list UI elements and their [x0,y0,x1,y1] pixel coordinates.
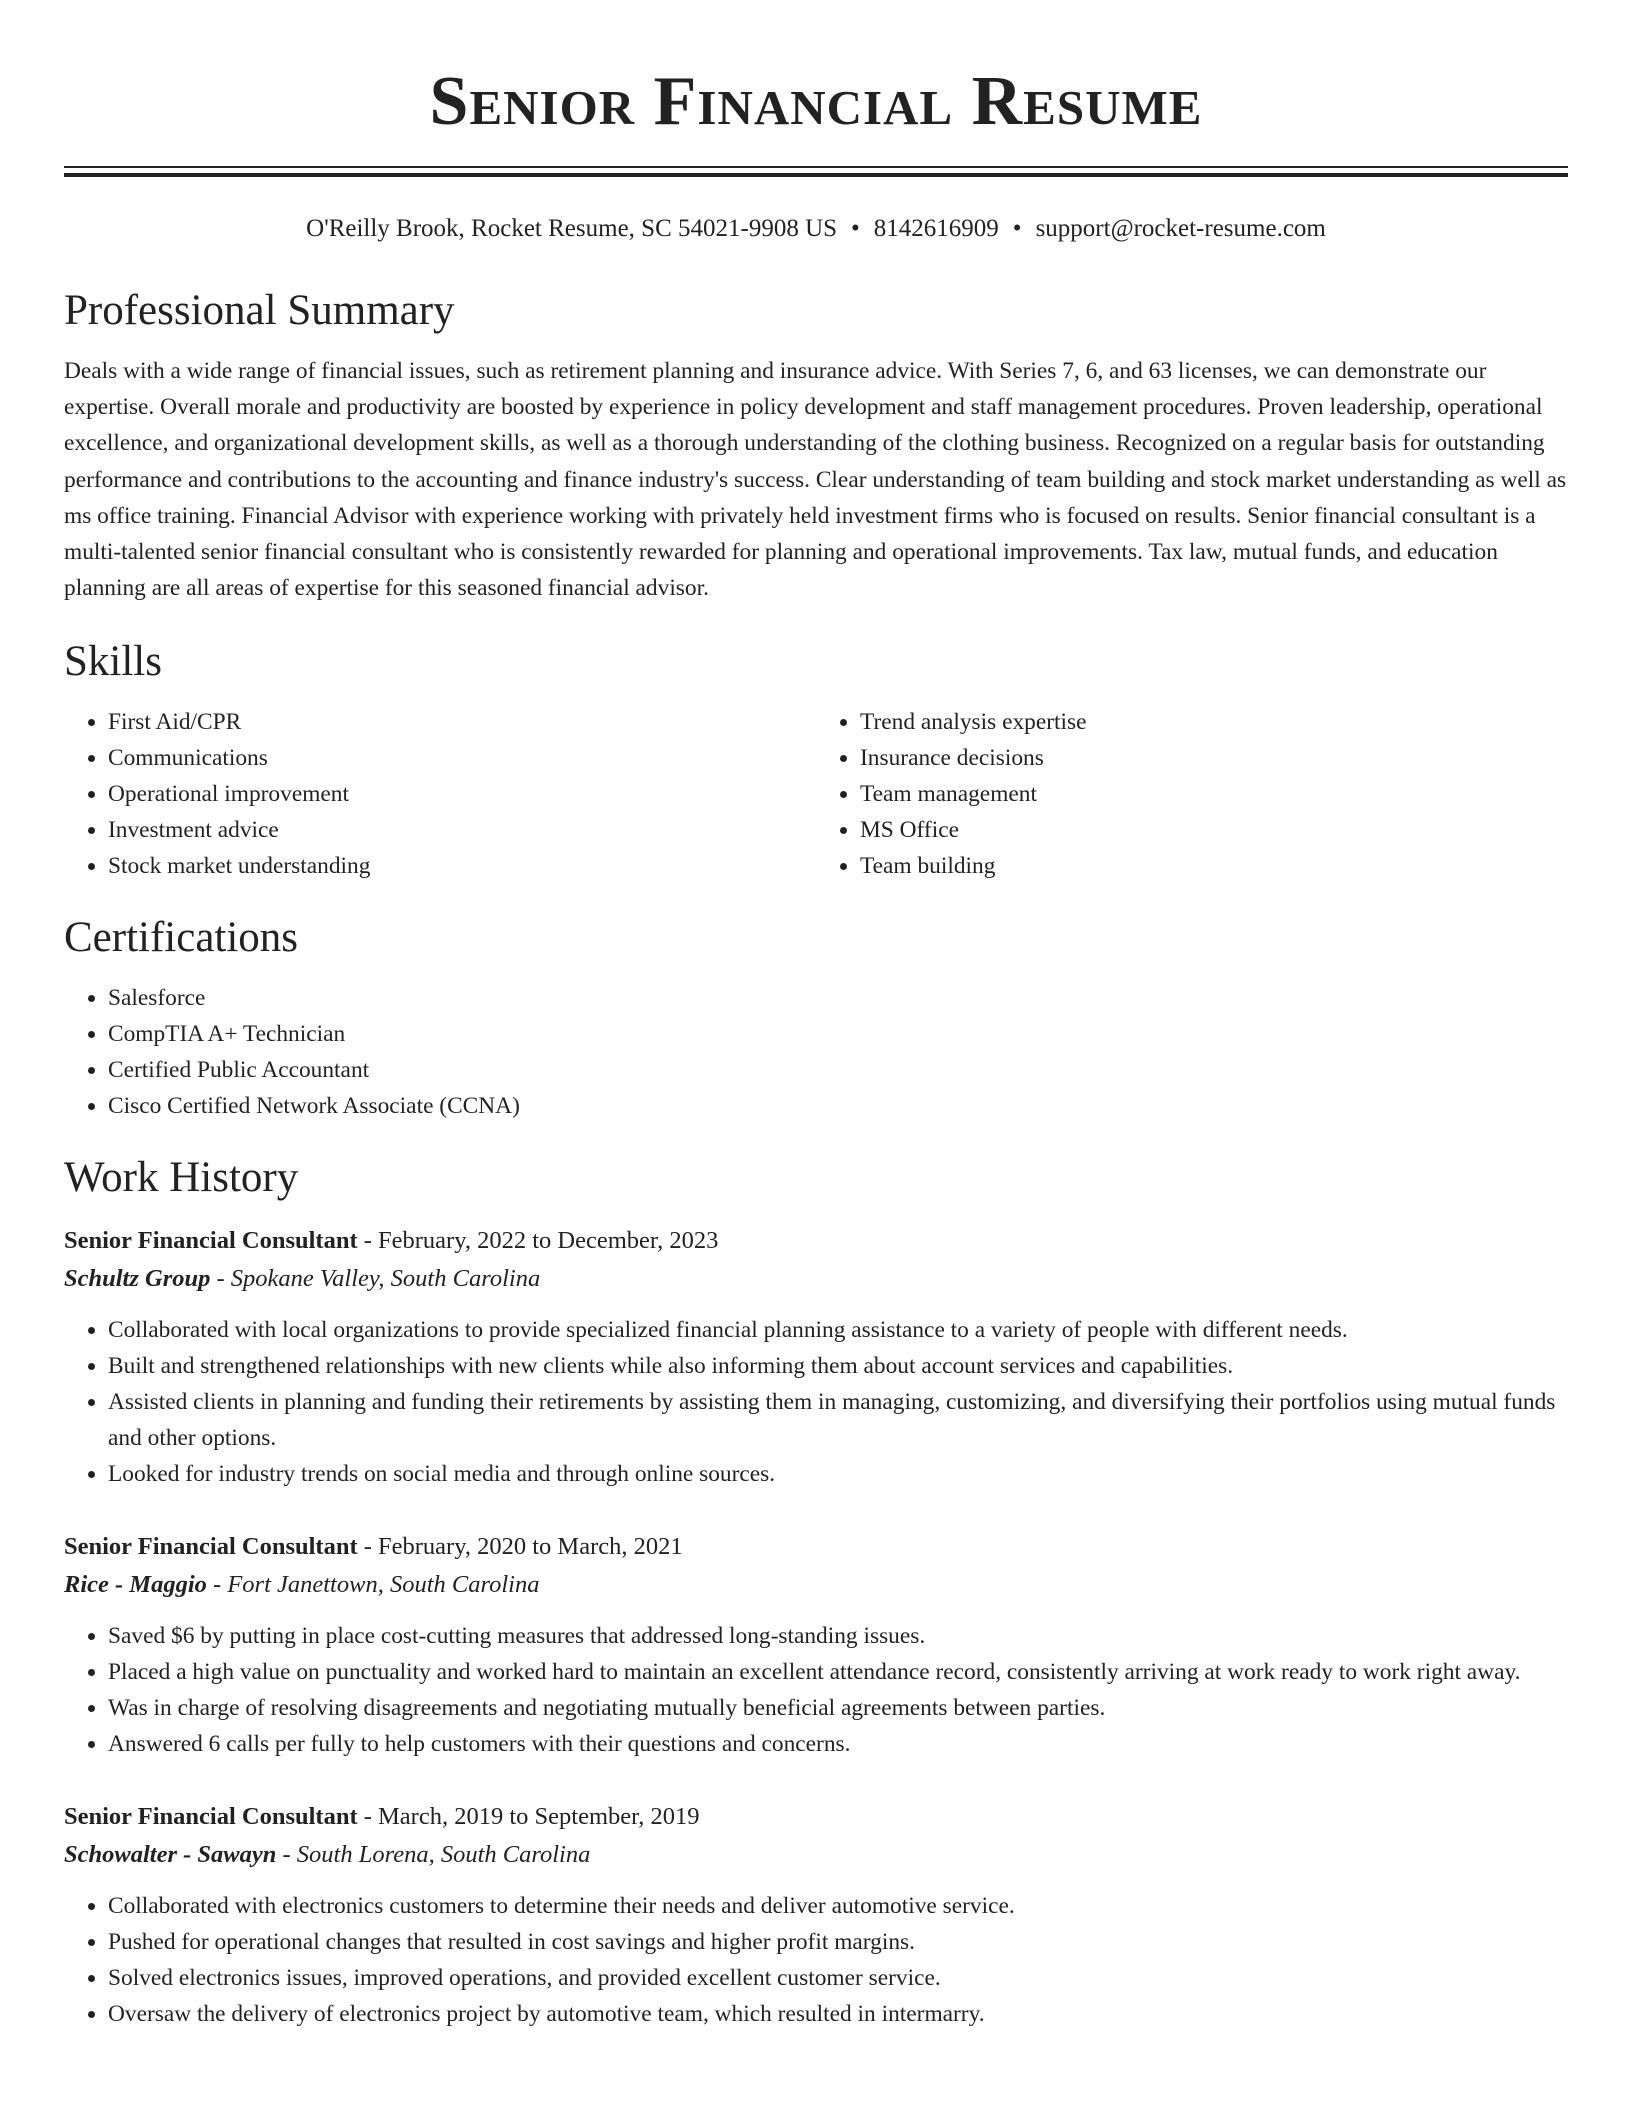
job-entry [64,1528,1568,1762]
job-bullet: • Assisted clients in planning and funding their retirements by assisting them in managing, customizing, and diversifying their portfolios using mutual funds and other options. [108,1384,1568,1456]
skill-item: • Team management [860,776,1568,812]
certification-item: • Salesforce [108,980,1568,1016]
contact-line [64,213,1568,245]
company-location: - South Lorena, South Carolina [276,1841,591,1869]
work-history-heading: Work History [64,1154,299,1202]
skill-item: • Communications [108,740,816,776]
contact-separator: • [1012,215,1022,242]
job-title-line [64,1222,1568,1260]
certification-item: • Certified Public Accountant [108,1052,1568,1088]
job-entry [64,1798,1568,2032]
skill-item: • MS Office [860,812,1568,848]
company-name: Schowalter - Sawayn [64,1841,277,1869]
skills-grid [64,704,1568,884]
skill-item: • Investment advice [108,812,816,848]
skills-heading: Skills [64,638,162,686]
contact-address: O'Reilly Brook, Rocket Resume, SC 54021-9908 US [306,215,838,242]
title-divider [64,166,1568,177]
company-location: - Fort Janettown, South Carolina [206,1571,540,1599]
company-line [64,1260,1568,1298]
skills-list-left [64,704,816,884]
job-dates: - February, 2022 to December, 2023 [357,1227,719,1255]
job-bullets [64,1888,1568,2032]
job-bullet: • Oversaw the delivery of electronics project by automotive team, which resulted in intermarry. [108,1996,1568,2032]
skills-list-right [816,704,1568,884]
company-line [64,1836,1568,1874]
job-bullet: • Pushed for operational changes that resulted in cost savings and higher profit margins. [108,1924,1568,1960]
job-title: Senior Financial Consultant [64,1227,358,1255]
certification-item: • CompTIA A+ Technician [108,1016,1568,1052]
job-bullet: • Solved electronics issues, improved operations, and provided excellent customer service. [108,1960,1568,1996]
job-entry [64,1222,1568,1492]
job-bullet: • Saved $6 by putting in place cost-cutting measures that addressed long-standing issues. [108,1618,1568,1654]
company-name: Schultz Group [64,1265,211,1293]
job-bullet: • Answered 6 calls per fully to help customers with their questions and concerns. [108,1726,1568,1762]
job-bullets [64,1618,1568,1762]
skill-item: • Trend analysis expertise [860,704,1568,740]
summary-heading: Professional Summary [64,287,455,334]
certifications-heading: Certifications [64,914,299,962]
job-title: Senior Financial Consultant [64,1533,358,1561]
contact-separator: • [851,215,860,242]
job-bullet: • Collaborated with local organizations to provide specialized financial planning assistance to a variety of people with different needs. [108,1312,1568,1348]
certification-item: • Cisco Certified Network Associate (CCNA) [108,1088,1568,1124]
company-line [64,1566,1568,1604]
job-bullet: • Was in charge of resolving disagreements and negotiating mutually beneficial agreements between parties. [108,1690,1568,1726]
company-location: - Spokane Valley, South Carolina [210,1265,541,1293]
summary-text: Deals with a wide range of financial issues, such as retirement planning and insurance advice. With Series 7, 6, and 63 licenses, we can demonstrate our expertise. Overall morale and productivity are boosted by experience in policy development and staff management procedures. Proven leadership, operational excellence, and organizational development skills, as well as a thorough understanding of the clothing business. Recognized on a regular basis for outstanding performance and contributions to the accounting and finance industry's success. Clear understanding of team building and stock market understanding as well as ms office training. Financial Advisor with experience working with privately held investment firms who is focused on results. Senior financial consultant is a multi-talented senior financial consultant who is consistently rewarded for planning and operational improvements. Tax law, mutual funds, and education planning are all areas of expertise for this seasoned financial advisor. [64,358,1567,602]
job-title-line [64,1798,1568,1836]
skill-item: • Operational improvement [108,776,816,812]
job-bullet: • Built and strengthened relationships with new clients while also informing them about account services and capabilities. [108,1348,1568,1384]
skill-item: • Stock market understanding [108,848,816,884]
skill-item: • First Aid/CPR [108,704,816,740]
contact-email: support@rocket-resume.com [1035,215,1326,242]
job-title-line [64,1528,1568,1566]
certifications-list [64,980,1568,1124]
skill-item: • Insurance decisions [860,740,1568,776]
skill-item: • Team building [860,848,1568,884]
job-bullet: • Placed a high value on punctuality and worked hard to maintain an excellent attendance record, consistently arriving at work ready to work right away. [108,1654,1568,1690]
contact-phone: 8142616909 [873,215,999,242]
job-bullets [64,1312,1568,1492]
job-dates: - March, 2019 to September, 2019 [357,1803,700,1831]
job-bullet: • Collaborated with electronics customers to determine their needs and deliver automotive service. [108,1888,1568,1924]
job-title: Senior Financial Consultant [64,1803,358,1831]
job-dates: - February, 2020 to March, 2021 [357,1533,683,1561]
job-bullet: • Looked for industry trends on social media and through online sources. [108,1456,1568,1492]
company-name: Rice - Maggio [64,1571,207,1599]
resume-title: Senior Financial Resume [429,63,1203,140]
